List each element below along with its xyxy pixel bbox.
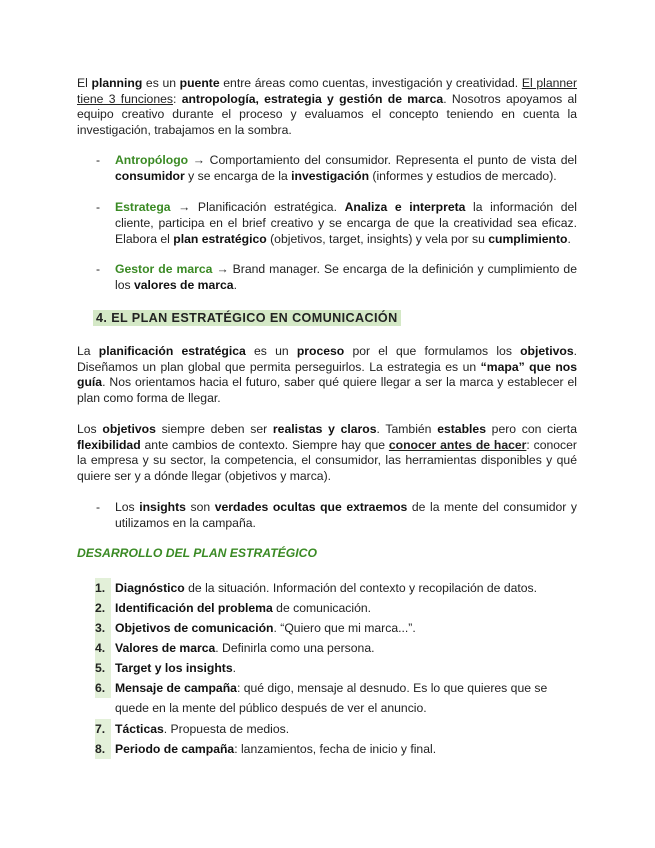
role-gestor-de-marca [96,262,577,294]
section-heading: 4. EL PLAN ESTRATÉGICO EN COMUNICACIÓN [93,310,401,326]
text-run: La [77,344,99,358]
bullet-dash: - [96,262,101,276]
text-run: . [233,277,237,292]
text-run: → Brand manager. Se encarga de la definición y cumplimiento de los [115,262,577,292]
bullet-dash: - [96,500,101,514]
text-run: es un [245,344,297,358]
text-run: → Planificación estratégica. [170,200,345,214]
list-item [95,598,577,618]
text-run: . Diseñamos un plan global que permita perseguirlos. La estrategia es un [77,344,577,374]
bullet-dash: - [96,153,101,167]
list-text [115,658,577,678]
list-item [95,739,577,759]
emphasis-text: flexibilidad [77,437,141,452]
emphasis-text: verdades ocultas que extraemos [214,500,408,514]
paragraph-planificacion [77,344,577,407]
list-number: 6. [95,678,111,698]
emphasis-text: cumplimiento [488,231,568,246]
insights-bullet [96,500,577,532]
list-number: 1. [95,578,111,598]
list-number: 2. [95,598,111,618]
emphasis-text: objetivos [102,422,156,436]
list-item [95,638,577,658]
emphasis-text: investigación [291,168,370,183]
text-run: . [567,231,571,246]
emphasis-text: planificación estratégica [98,344,246,358]
text-run: de comunicación. [272,601,372,615]
emphasis-text: objetivos [520,344,574,358]
role-estratega [96,200,578,248]
text-run: por el que formulamos los [344,344,521,358]
text-run: entre áreas como cuentas, investigación y creatividad. [219,76,522,90]
list-number: 7. [95,719,111,739]
list-item [95,719,577,739]
text-run: . También [376,422,438,436]
text-run: es un [142,76,180,90]
list-number: 4. [95,638,111,658]
text-run: Los [115,500,140,514]
bullet-dash: - [96,200,101,214]
emphasis-text: El planner tiene 3 funciones [77,76,578,106]
emphasis-text: plan estratégico [173,231,267,246]
text-run: y se encarga de la [184,168,292,183]
text-run: : qué digo, mensaje al desnudo. Es lo que quieres que se quede en la mente del público después de ver el anuncio. [115,681,548,715]
text-run: : conocer la empresa y su sector, la competencia, el consumidor, las herramientas disponibles y qué quiere ser y a dónde llegar (objetivos y marca). [77,437,577,484]
emphasis-text: Antropólogo [115,153,189,167]
emphasis-text: planning [91,76,143,90]
emphasis-text: Tácticas [115,722,164,736]
text-run: de la mente del consumidor y utilizamos en la campaña. [115,500,577,530]
emphasis-text: Estratega [115,200,171,214]
list-text [115,578,577,598]
list-text [115,739,577,759]
emphasis-text: antropología, estrategia y gestión de marca [181,91,444,106]
text-run: . Propuesta de medios. [163,722,290,736]
text-run: (informes y estudios de mercado). [369,168,557,183]
text-run: : lanzamientos, fecha de inicio y final. [234,742,437,756]
intro-paragraph [77,76,577,139]
emphasis-text: “mapa” que nos guía [77,359,577,390]
emphasis-text: Analiza e interpreta [344,200,466,214]
subheading: DESARROLLO DEL PLAN ESTRATÉGICO [77,546,317,560]
text-run: son [185,500,215,514]
emphasis-text: Objetivos de comunicación [115,621,274,635]
text-run: . Nosotros apoyamos al equipo creativo durante el proceso y evaluamos el concepto teniendo en cuenta la investigación, trabajamos en la sombra. [77,91,577,138]
emphasis-text: Target y los insights [115,661,233,675]
text-run: → Comportamiento del consumidor. Representa el punto de vista del [188,153,577,167]
role-antropologo [96,153,577,185]
emphasis-text: Diagnóstico [115,581,185,595]
list-number: 3. [95,618,111,638]
text-run: ante cambios de contexto. Siempre hay que [140,437,389,452]
text-run: Los [77,422,103,436]
list-text [115,598,577,618]
text-run: (objetivos, target, insights) y vela por su [266,231,489,246]
list-number: 5. [95,658,111,678]
text-run: siempre deben ser [155,422,273,436]
text-run: la información del cliente, participa en el brief creativo y se encarga de que la creatividad sea eficaz. Elabora el [115,200,578,246]
list-item [95,618,577,638]
emphasis-text: Valores de marca [115,641,216,655]
text-run: . [232,661,236,675]
list-text [115,638,577,658]
text-run: de la situación. Información del contexto y recopilación de datos. [184,581,538,595]
emphasis-text: Gestor de marca [115,262,213,276]
emphasis-text: realistas y claros [272,422,377,436]
list-item [95,578,577,598]
paragraph-objetivos [77,422,577,485]
text-run: . Definirla como una persona. [215,641,375,655]
list-item [95,658,577,678]
emphasis-text: puente [179,76,220,90]
list-text [115,678,577,718]
text-run: . “Quiero que mi marca...”. [273,621,416,635]
list-text [115,618,577,638]
text-run: pero con cierta [485,422,577,436]
emphasis-text: valores de marca [133,277,234,292]
emphasis-text: insights [139,500,186,514]
emphasis-text: consumidor [115,168,185,183]
text-run: : [172,91,182,106]
list-number: 8. [95,739,111,759]
emphasis-text: estables [437,422,486,436]
text-run: . Nos orientamos hacia el futuro, saber qué quiere llegar a ser la marca y establecer el plan como forma de llegar. [77,375,577,406]
emphasis-text: Mensaje de campaña [115,681,237,695]
emphasis-text: conocer antes de hacer [388,437,527,452]
emphasis-text: Identificación del problema [115,601,273,615]
list-item [95,678,577,718]
text-run: El [77,76,92,90]
list-text [115,719,577,739]
emphasis-text: proceso [296,344,345,358]
emphasis-text: Periodo de campaña [115,742,235,756]
